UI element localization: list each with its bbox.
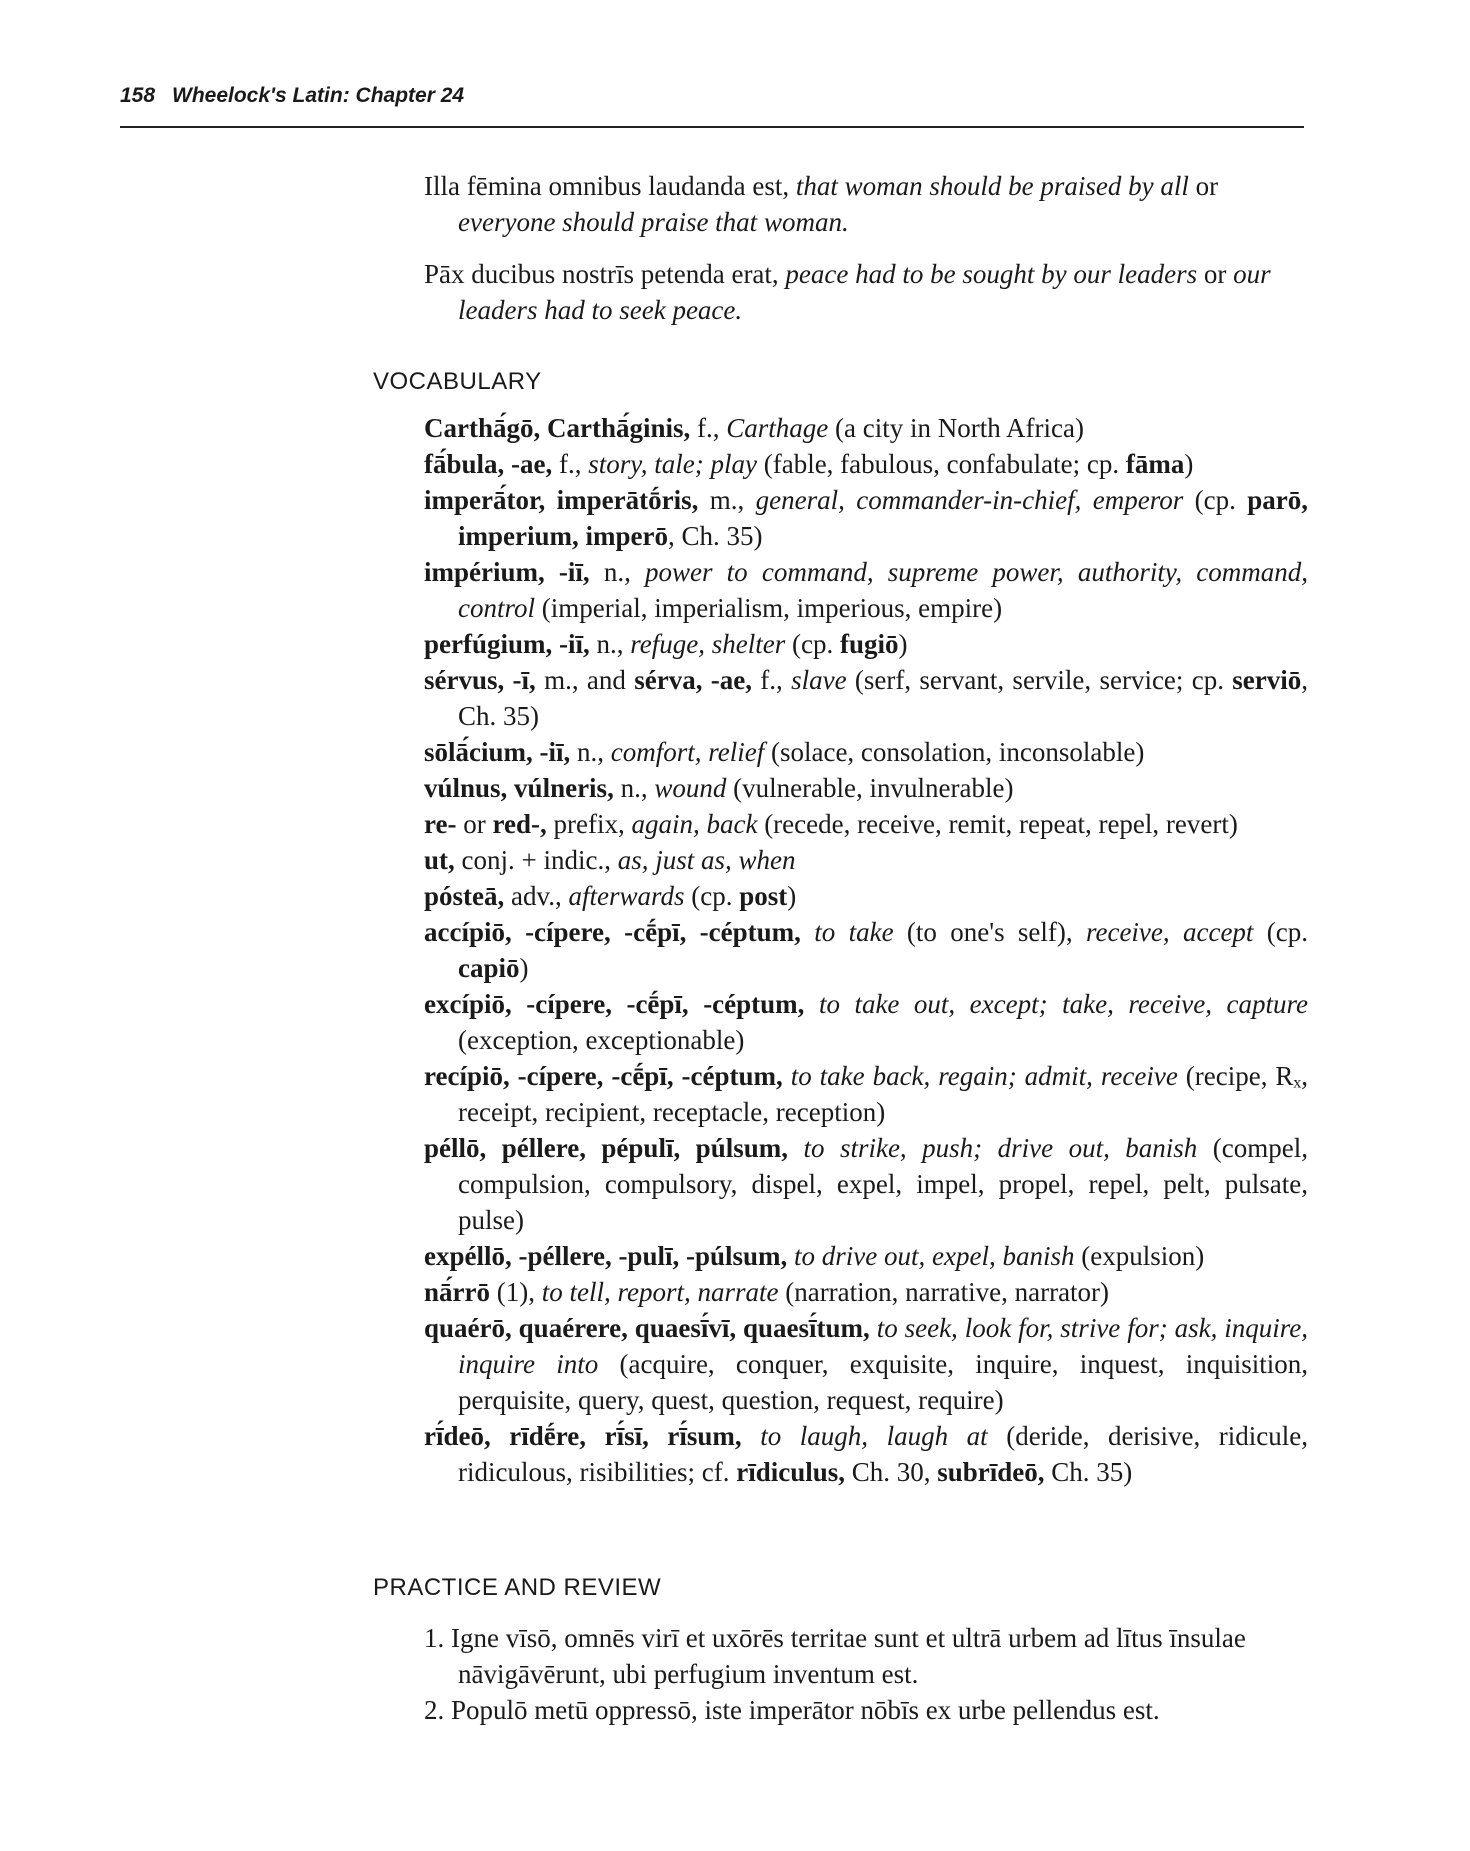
entry-text: f., — [751, 665, 792, 695]
english-meaning: story, tale; play — [588, 449, 757, 479]
vocab-entry — [424, 1274, 1308, 1310]
entry-text: ) — [1184, 449, 1194, 479]
latin-headword: nā́rrō — [424, 1277, 490, 1307]
entry-text: m., — [698, 485, 756, 515]
vocab-entry — [424, 446, 1308, 482]
english-meaning: comfort, relief — [610, 737, 765, 767]
latin-headword: sérva, -ae, — [634, 665, 752, 695]
entry-text: n., — [613, 773, 655, 803]
latin-headword: re- — [424, 809, 457, 839]
translation-alt: our leaders had to seek peace. — [458, 259, 1271, 325]
english-meaning: to drive out, expel, banish — [794, 1241, 1075, 1271]
running-title: Wheelock's Latin: Chapter 24 — [172, 84, 465, 107]
entry-text — [804, 989, 819, 1019]
translation: that woman should be praised by all — [795, 171, 1189, 201]
entry-text — [742, 1421, 761, 1451]
running-header — [120, 84, 1304, 128]
vocab-entry — [424, 878, 1308, 914]
entry-text: conj. + indic., — [454, 845, 618, 875]
vocab-entry — [424, 1418, 1308, 1490]
entry-text: m., and — [535, 665, 635, 695]
latin-headword: péllō, péllere, pépulī, púlsum, — [424, 1133, 788, 1163]
entry-text: (recede, receive, remit, repeat, repel, revert) — [757, 809, 1238, 839]
english-meaning: to strike, push; drive out, banish — [803, 1133, 1198, 1163]
item-text: Populō metū oppressō, iste imperātor nōbīs ex urbe pellendus est. — [451, 1695, 1160, 1725]
vocab-entry — [424, 734, 1308, 770]
entry-text: (cp. — [1253, 917, 1308, 947]
entry-text: prefix, — [546, 809, 632, 839]
entry-text: (to one's self), — [893, 917, 1086, 947]
latin-headword: parō, imperium, imperō — [458, 485, 1308, 551]
entry-text: , Ch. 35) — [667, 521, 763, 551]
latin-headword: impérium, -iī, — [424, 557, 590, 587]
vocab-entry — [424, 986, 1308, 1058]
item-text: Igne vīsō, omnēs virī et uxōrēs territae sunt et ultrā urbem ad lītus īnsulae nāvigāvērunt, ubi perfugium inventum est. — [451, 1623, 1246, 1689]
entry-text: (imperial, imperialism, imperious, empire) — [535, 593, 1003, 623]
entry-text: Ch. 35) — [1044, 1457, 1133, 1487]
latin-headword: expéllō, -péllere, -pulī, -púlsum, — [424, 1241, 788, 1271]
latin-headword: sérvus, -ī, — [424, 665, 536, 695]
practice-list — [424, 1620, 1308, 1728]
example-sentence — [424, 168, 1308, 240]
vocab-entry — [424, 482, 1308, 554]
english-meaning: power to command, supreme power, authority, command, control — [458, 557, 1308, 623]
or-word: or — [1203, 259, 1227, 289]
latin-headword: sōlā́cium, -iī, — [424, 737, 571, 767]
entry-text: f., — [552, 449, 589, 479]
latin-headword: rīdiculus, — [736, 1457, 845, 1487]
vocab-entry — [424, 1130, 1308, 1238]
entry-text: f., — [690, 413, 727, 443]
vocab-entry — [424, 1310, 1308, 1418]
example-sentences — [424, 168, 1308, 344]
latin-headword: ut, — [424, 845, 455, 875]
entry-text: ) — [787, 881, 797, 911]
entry-text: n., — [589, 629, 631, 659]
entry-text — [870, 1313, 877, 1343]
example-sentence — [424, 256, 1308, 328]
entry-text — [787, 1241, 794, 1271]
latin-headword: rī́deō, rīdḗre, rī́sī, rī́sum, — [424, 1421, 742, 1451]
vocab-entry — [424, 842, 1308, 878]
entry-text: (cp. — [785, 629, 840, 659]
vocab-entry — [424, 914, 1308, 986]
english-meaning: to take out, except; take, receive, capture — [818, 989, 1308, 1019]
entry-text: (serf, servant, servile, service; cp. — [846, 665, 1233, 695]
page-number: 158 — [120, 84, 156, 107]
or-word: or — [1195, 171, 1219, 201]
entry-text: (expulsion) — [1074, 1241, 1205, 1271]
vocab-entry — [424, 1058, 1308, 1130]
entry-text — [788, 1133, 803, 1163]
entry-text: (1), — [489, 1277, 542, 1307]
latin-headword: recípiō, -cípere, -cḗpī, -céptum, — [424, 1061, 783, 1091]
english-meaning: again, back — [631, 809, 758, 839]
vocab-entry — [424, 1238, 1308, 1274]
latin-headword: serviō — [1232, 665, 1302, 695]
latin-headword: fā́bula, -ae, — [424, 449, 553, 479]
entry-text: ) — [519, 953, 529, 983]
latin-text: Pāx ducibus nostrīs petenda erat, — [424, 259, 779, 289]
practice-item — [424, 1620, 1308, 1692]
latin-text: Illa fēmina omnibus laudanda est, — [424, 171, 790, 201]
english-meaning: to take back, regain; admit, receive — [790, 1061, 1178, 1091]
vocab-entry — [424, 554, 1308, 626]
practice-heading: PRACTICE AND REVIEW — [373, 1574, 662, 1601]
vocab-entry — [424, 806, 1308, 842]
vocab-entry — [424, 626, 1308, 662]
latin-headword: post — [739, 881, 788, 911]
translation-alt: everyone should praise that woman. — [458, 207, 849, 237]
english-meaning: to tell, report, narrate — [541, 1277, 779, 1307]
english-meaning: afterwards — [568, 881, 685, 911]
entry-text — [801, 917, 814, 947]
latin-headword: pósteā, — [424, 881, 505, 911]
latin-headword: red-, — [492, 809, 547, 839]
entry-text — [783, 1061, 791, 1091]
entry-text: Ch. 30, — [845, 1457, 938, 1487]
entry-text: (acquire, conquer, exquisite, inquire, inquest, inquisition, perquisite, query, quest, question, request, require) — [458, 1349, 1309, 1415]
english-meaning: to laugh, laugh at — [760, 1421, 988, 1451]
vocabulary-list — [424, 410, 1308, 1490]
latin-headword: imperā́tor, imperātṓris, — [424, 485, 699, 515]
entry-text: n., — [589, 557, 645, 587]
latin-headword: fugiō — [839, 629, 899, 659]
latin-headword: vúlnus, vúlneris, — [424, 773, 614, 803]
english-meaning: wound — [654, 773, 727, 803]
vocabulary-heading: VOCABULARY — [373, 368, 542, 395]
latin-headword: capiō — [458, 953, 520, 983]
entry-text: ) — [898, 629, 908, 659]
latin-headword: Carthā́gō, Carthā́ginis, — [424, 413, 691, 443]
entry-text: (a city in North Africa) — [828, 413, 1084, 443]
entry-text: (compel, compulsion, compulsory, dispel, expel, impel, propel, repel, pelt, pulsate, pulse) — [458, 1133, 1308, 1235]
english-meaning: receive, accept — [1085, 917, 1254, 947]
entry-text: adv., — [504, 881, 569, 911]
vocab-entry — [424, 770, 1308, 806]
english-meaning: to seek, look for, strive for; ask, inquire, inquire into — [458, 1313, 1309, 1379]
english-meaning: to take — [814, 917, 894, 947]
entry-text: (solace, consolation, inconsolable) — [764, 737, 1145, 767]
vocab-entry — [424, 410, 1308, 446]
entry-text: (fable, fabulous, confabulate; cp. — [756, 449, 1126, 479]
latin-headword: excípiō, -cípere, -cḗpī, -céptum, — [424, 989, 805, 1019]
entry-text: (deride, derisive, ridicule, ridiculous, risibilities; cf. — [458, 1421, 1308, 1487]
entry-text: , Ch. 35) — [458, 665, 1308, 731]
english-meaning: Carthage — [726, 413, 829, 443]
entry-text: n., — [570, 737, 611, 767]
item-number: 1. — [424, 1623, 445, 1653]
entry-text: (exception, exceptionable) — [458, 1025, 745, 1055]
translation: peace had to be sought by our leaders — [785, 259, 1198, 289]
english-meaning: refuge, shelter — [630, 629, 786, 659]
entry-text: (narration, narrative, narrator) — [778, 1277, 1110, 1307]
english-meaning: as, just as, when — [617, 845, 796, 875]
entry-text: or — [456, 809, 493, 839]
latin-headword: accípiō, -cípere, -cḗpī, -céptum, — [424, 917, 801, 947]
item-number: 2. — [424, 1695, 445, 1725]
latin-headword: fāma — [1125, 449, 1185, 479]
latin-headword: subrīdeō, — [937, 1457, 1045, 1487]
entry-text: (cp. — [684, 881, 740, 911]
entry-text: (cp. — [1183, 485, 1248, 515]
english-meaning: slave — [791, 665, 847, 695]
practice-item — [424, 1692, 1308, 1728]
vocab-entry — [424, 662, 1308, 734]
entry-text: (vulnerable, invulnerable) — [726, 773, 1014, 803]
latin-headword: perfúgium, -iī, — [424, 629, 590, 659]
english-meaning: general, commander-in-chief, emperor — [755, 485, 1184, 515]
entry-text: (recipe, Rₓ, receipt, recipient, receptacle, reception) — [458, 1061, 1308, 1127]
latin-headword: quaérō, quaérere, quaesī́vī, quaesī́tum, — [424, 1313, 870, 1343]
